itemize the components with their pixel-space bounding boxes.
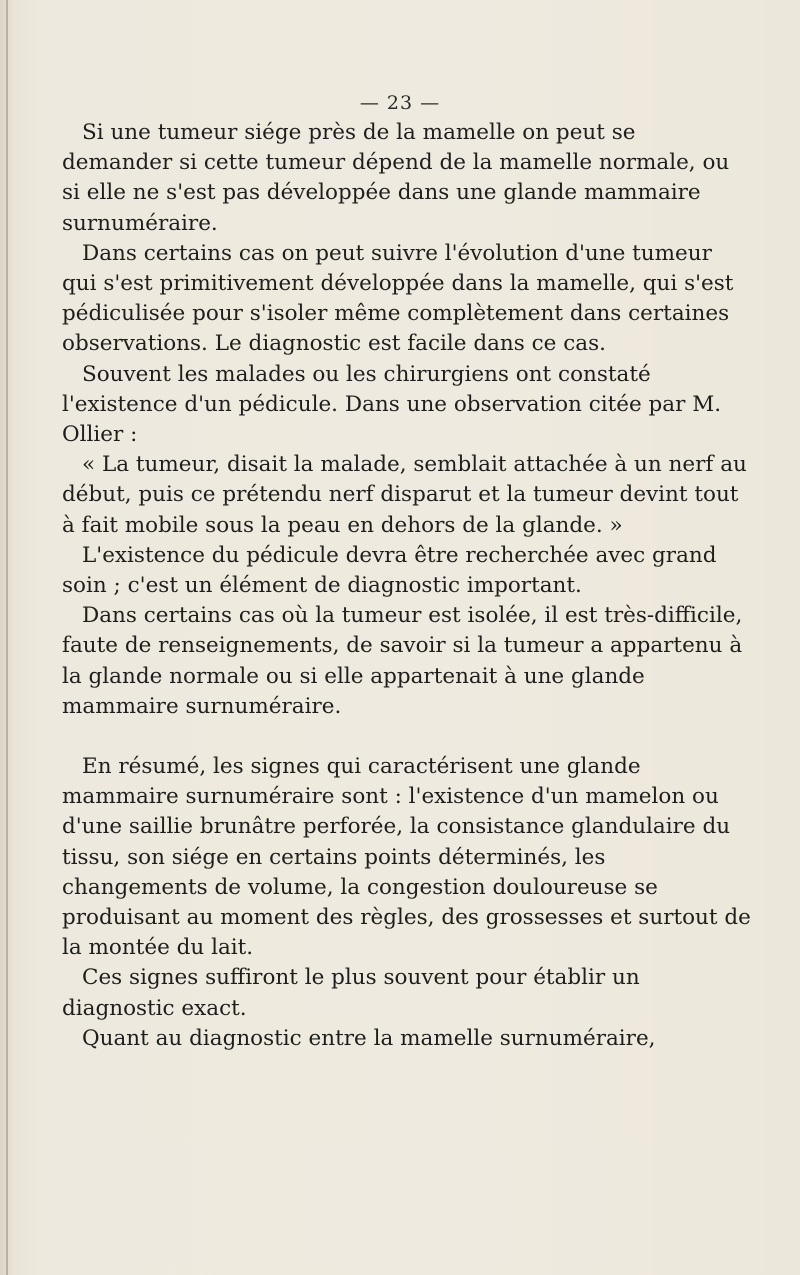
paragraph-5: L'existence du pédicule devra être recherchée avec grand soin ; c'est un élément de diagnostic important. bbox=[62, 542, 717, 599]
paragraph-1: Si une tumeur siége près de la mamelle on peut se demander si cette tumeur dépend de la mamelle normale, ou si elle ne s'est pas développée dans une glande mammaire surnuméraire. bbox=[62, 120, 730, 236]
paragraph-4-quotation: « La tumeur, disait la malade, semblait attachée à un nerf au début, puis ce prétendu nerf disparut et la tumeur devint tout à fait mobile sous la peau en dehors de la glande. » bbox=[62, 452, 747, 538]
body-text bbox=[62, 118, 752, 1054]
paragraph-8: Ces signes suffiront le plus souvent pour établir un diagnostic exact. bbox=[62, 965, 640, 1021]
paragraph-6: Dans certains cas où la tumeur est isolée, il est très-difficile, faute de renseignements, de savoir si la tumeur a appartenu à la glande normale ou si elle appartenait à une glande mammaire surnuméraire. bbox=[62, 603, 743, 719]
page-spine-edge bbox=[6, 0, 8, 1275]
paragraph-3: Souvent les malades ou les chirurgiens ont constaté l'existence d'un pédicule. Dans une observation citée par M. Ollier : bbox=[62, 361, 722, 448]
paragraph-7-summary: En résumé, les signes qui caractérisent une glande mammaire surnuméraire sont : l'existence d'un mamelon ou d'une saillie brunâtre perforée, la consistance glandulaire du tissu, son siége en certains points déterminés, les changements de volume, la congestion douloureuse se produisant au moment des règles, des grossesses et surtout de la montée du lait. bbox=[62, 754, 751, 961]
paragraph-2: Dans certains cas on peut suivre l'évolution d'une tumeur qui s'est primitivement développée dans la mamelle, qui s'est pédiculisée pour s'isoler même complètement dans certaines observations. Le diagnostic est facile dans ce cas. bbox=[62, 240, 734, 357]
paragraph-9: Quant au diagnostic entre la mamelle surnuméraire, bbox=[82, 1025, 656, 1051]
page-number: — 23 — bbox=[359, 92, 441, 114]
